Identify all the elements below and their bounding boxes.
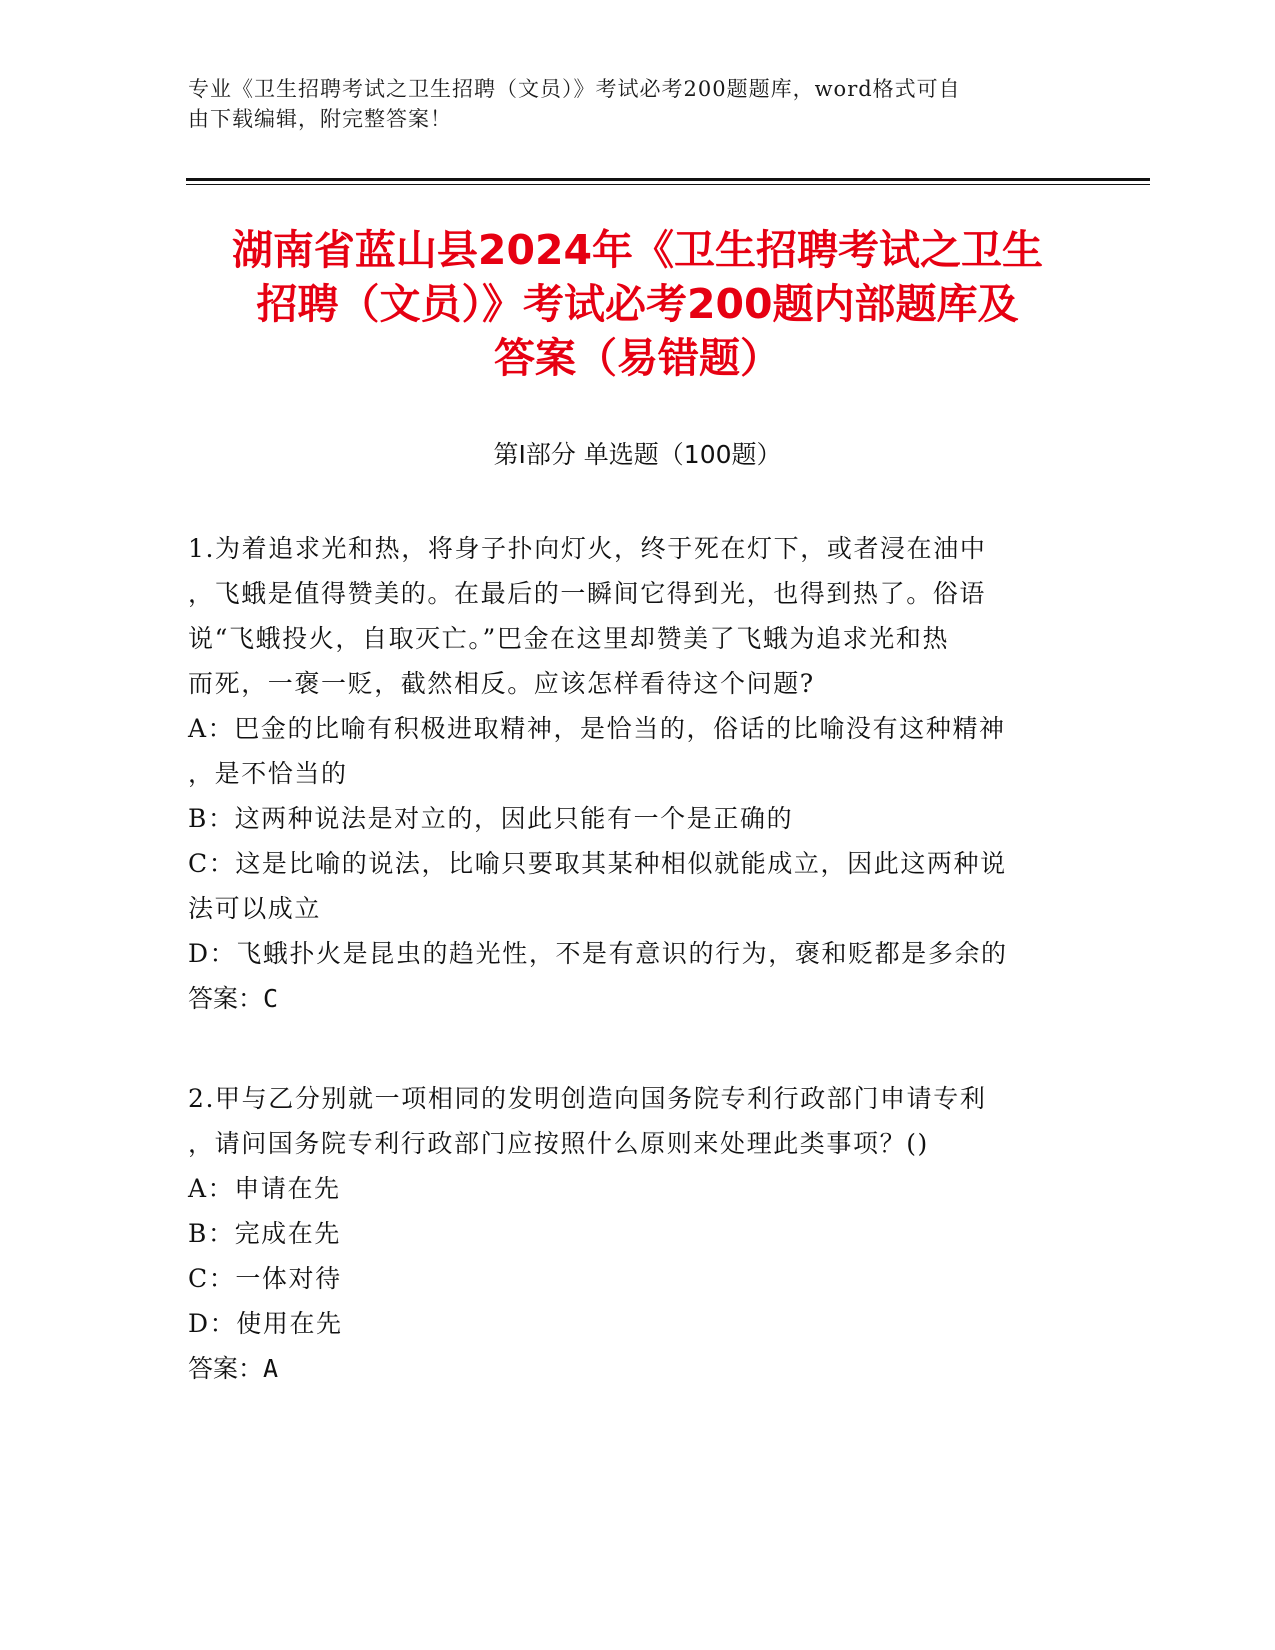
section-heading: 第Ⅰ部分 单选题（100题） [493,440,782,469]
title-line: 招聘（文员）》考试必考200题内部题库及 [256,280,1019,328]
header-note [188,74,1088,134]
answer-line [188,976,1088,1021]
option-b-line: B：完成在先 [188,1219,341,1248]
header-divider-thin [186,184,1150,185]
question-stem-line: 而死，一褒一贬，截然相反。应该怎样看待这个问题? [188,669,815,698]
question-stem-line: 2.甲与乙分别就一项相同的发明创造向国务院专利行政部门申请专利 [188,1084,987,1113]
header-note-line: 专业《卫生招聘考试之卫生招聘（文员）》考试必考200题题库，word格式可自 [188,77,961,101]
option-a-line: ，是不恰当的 [188,759,348,788]
option-c-line: C：一体对待 [188,1264,342,1293]
question-1 [188,526,1088,1021]
option-a-line: A：申请在先 [188,1174,341,1203]
answer-label: 答案： [188,984,264,1013]
header-note-line: 由下载编辑，附完整答案！ [188,107,452,131]
question-stem-line: 1.为着追求光和热，将身子扑向灯火，终于死在灯下，或者浸在油中 [188,534,987,563]
question-stem-line: ，请问国务院专利行政部门应按照什么原则来处理此类事项？() [188,1129,929,1158]
question-2 [188,1076,1088,1391]
title-line: 湖南省蓝山县2024年《卫生招聘考试之卫生 [231,226,1044,274]
title-line: 答案（易错题） [494,334,781,382]
answer-label: 答案： [188,1354,264,1383]
option-c-line: 法可以成立 [188,894,322,923]
answer-line [188,1346,1088,1391]
option-c-line: C：这是比喻的说法，比喻只要取其某种相似就能成立，因此这两种说 [188,849,1007,878]
document-title [170,223,1105,385]
question-stem-line: 说“飞蛾投火，自取灭亡。”巴金在这里却赞美了飞蛾为追求光和热 [188,624,950,653]
option-d-line: D：使用在先 [188,1309,343,1338]
answer-value: A [263,1354,279,1383]
option-d-line: D：飞蛾扑火是昆虫的趋光性，不是有意识的行为，褒和贬都是多余的 [188,939,1008,968]
header-divider-thick [186,178,1150,181]
option-a-line: A：巴金的比喻有积极进取精神，是恰当的，俗话的比喻没有这种精神 [188,714,1006,743]
answer-value: C [263,984,279,1013]
option-b-line: B：这两种说法是对立的，因此只能有一个是正确的 [188,804,794,833]
question-stem-line: ，飞蛾是值得赞美的。在最后的一瞬间它得到光，也得到热了。俗语 [188,579,987,608]
